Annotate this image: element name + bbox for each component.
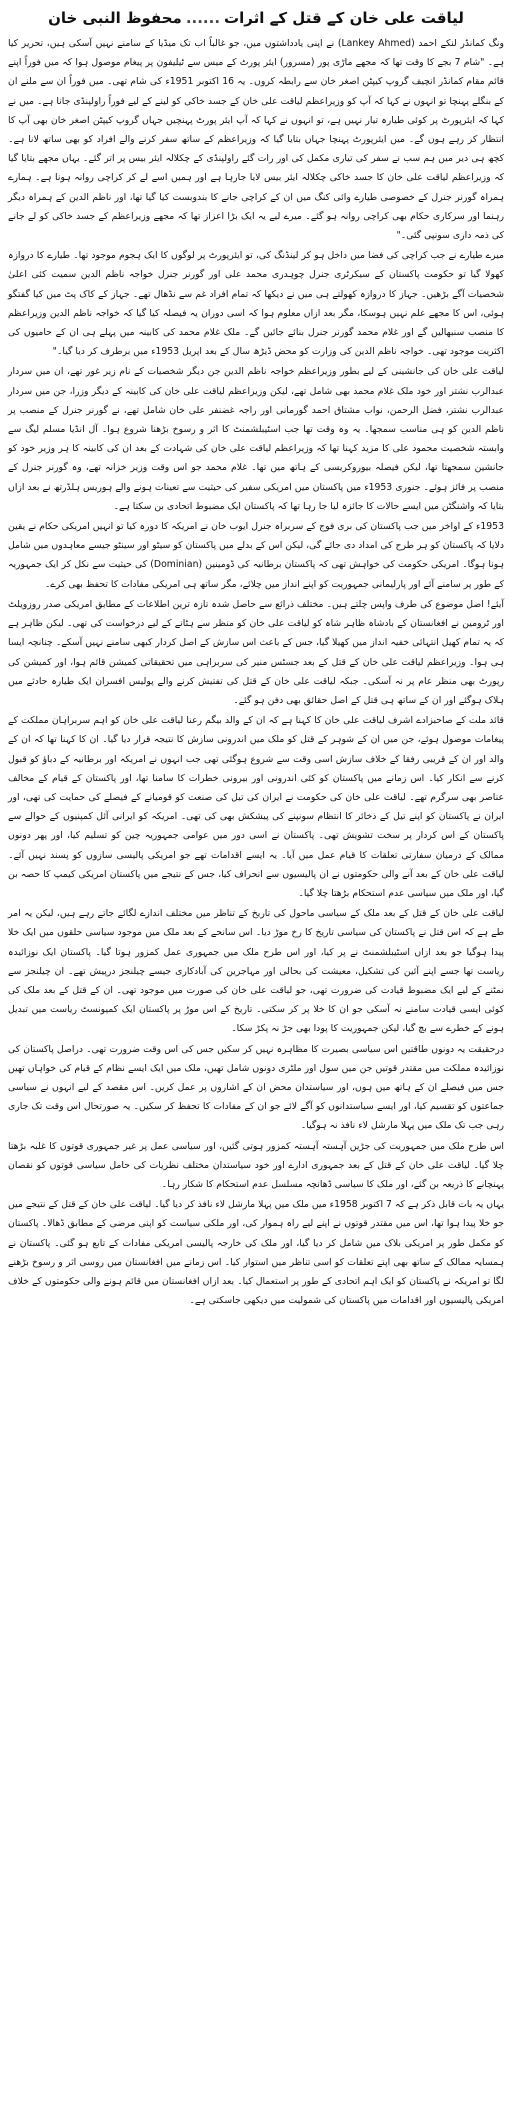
article-paragraph: درحقیقت یہ دونوں طاقتیں اس سیاسی بصیرت کا مظاہرہ نہیں کر سکیں جس کی اس وقت ضرورت تھی۔ دراصل پاکستان کی نوزائیدہ مملکت میں مقتدر قوتیں جن میں سول اور ملٹری دونوں شامل تھیں، ملک میں ایک ایسے نظام کے قیام کی خواہاں تھیں جس میں فیصلے ان کے ہاتھ میں ہوں، اور سیاستدان محض ان کے اشاروں پر عمل کریں۔ اس مقصد کے لیے انہوں نے سیاسی جماعتوں کو تقسیم کیا، اور ایسے سیاستدانوں کو آگے لائے جو ان کے مفادات کا تحفظ کر سکیں۔ یہ صورتحال اس وقت تک جاری رہی جب تک ملک میں پہلا مارشل لاء نافذ نہ ہوگیا۔ (8, 1043, 504, 1132)
article-title: لیاقت علی خان کے قتل کے اثرات (224, 9, 464, 27)
article-body (8, 34, 504, 1310)
article-paragraph: ونگ کمانڈر لنکے احمد (Lankey Ahmed) نے اپنی یادداشتوں میں، جو غالباً اب تک میڈیا کے سامنے نہیں آسکی ہیں، تحریر کیا ہے۔ "شام 7 بجے کا وقت تھا کہ مجھے ماڑی پور (مسرور) ایئر پورٹ کے میس سے ٹیلیفون پر پیغام موصول ہوا کہ میں فوراً اپنے قائم مقام کمانڈر انچیف گروپ کیپٹن اصغر خان سے رابطہ کروں۔ یہ 16 اکتوبر 1951ء کی شام تھی۔ میں فوراً ان سے ملنے ان کے بنگلے پہنچا تو انہوں نے کہا کہ آپ کو وزیراعظم لیاقت علی خان کے جسد خاکی کو لینے کے لیے فوراً راولپنڈی جانا ہے۔ میں نے کہا کہ ایئرپورٹ پر کوئی طیارہ تیار نہیں ہے، تو انہوں نے کہا کہ آپ ایئر پورٹ پہنچیں جہاں گروپ کیپٹن اصغر خان بھی آپ کا انتظار کر رہے ہوں گے۔ میں ایئرپورٹ پہنچا جہاں بتایا گیا کہ وزیراعظم کے ساتھ سفر کرنے والے افراد کو بھی ساتھ لانا ہے۔ کچھ ہی دیر میں ہم سب نے سفر کی تیاری مکمل کی اور رات گئے راولپنڈی کے چکلالہ ایئر بیس پر اتر گئے۔ یہاں مجھے بتایا گیا کہ وزیراعظم لیاقت علی خان کا جسد خاکی چکلالہ ایئر بیس لایا جارہا ہے اور ہمیں اسے لے کر کراچی روانہ ہونا ہے۔ ہمارے ہمراہ گورنر جنرل کے خصوصی طیارے وائی کنگ میں ان کے کراچی جانے کا بندوبست کیا گیا تھا، اور ناظم الدین کے ہمراہ دیگر رہنما اور سرکاری حکام بھی کراچی روانہ ہو گئے۔ میرے لیے یہ ایک بڑا اعزاز تھا کہ مجھے وزیراعظم کے جسد خاکی کو لے جانے کی ذمہ داری سونپی گئی۔" (8, 38, 504, 242)
article-paragraph: آیئے! اصل موضوع کی طرف واپس چلتے ہیں۔ مختلف ذرائع سے حاصل شدہ تازہ ترین اطلاعات کے مطابق امریکی صدر روزویلٹ اور ٹرومین نے افغانستان کے بادشاہ ظاہر شاہ کو لیاقت علی خان کو منظر سے ہٹانے کے لیے درخواست کی تھی۔ لیکن ظاہر ہے کہ یہ تمام کھیل انتہائی خفیہ انداز میں کھیلا گیا، جس کے باعث اس سازش کے اصل کردار کبھی سامنے نہیں آسکے۔ چنانچہ ایسا ہی ہوا۔ وزیراعظم لیاقت علی خان کے قتل کے بعد جسٹس منیر کی سربراہی میں تحقیقاتی کمیشن قائم ہوا، اور کمیشن کی رپورٹ بھی منظر عام پر نہ آسکی۔ جبکہ لیاقت علی خان کے قتل کی تفتیش کرنے والے پولیس افسران ایک طیارہ حادثے میں ہلاک ہوگئے اور ان کے ساتھ ہی قتل کے اصل حقائق بھی دفن ہو گئے۔ (8, 598, 504, 706)
article-author: محفوظ النبی خان (48, 9, 182, 27)
article-paragraph: 1953ء کے اواخر میں جب پاکستان کی بری فوج کے سربراہ جنرل ایوب خان نے امریکہ کا دورہ کیا تو انہیں امریکی حکام نے یقین دلایا کہ پاکستان کو ہر طرح کی امداد دی جائے گی، لیکن اس کے بدلے میں پاکستان کو سیٹو اور سینٹو جیسے معاہدوں میں شامل ہونا ہوگا۔ امریکی حکومت کی خواہش تھی کہ پاکستان برطانیہ کی ڈومینین (Dominian) کی حیثیت سے نکل کر ایک جمہوریہ کے طور پر سامنے آئے اور پارلیمانی جمہوریت کو اپنے انداز میں چلائے، مگر ساتھ ہی امریکی مفادات کا تحفظ بھی کرے۔ (8, 521, 504, 590)
article-paragraph: میرے طیارے نے جب کراچی کی فضا میں داخل ہو کر لینڈنگ کی، تو ایئرپورٹ پر لوگوں کا ایک ہجوم موجود تھا۔ طیارے کا دروازہ کھولا گیا تو حکومت پاکستان کے سیکرٹری جنرل چوہدری محمد علی اور گورنر جنرل خواجہ ناظم الدین سمیت کئی اعلیٰ شخصیات آگے بڑھیں۔ جہاز کا دروازہ کھولتے ہی میں نے دیکھا کہ تمام افراد غم سے نڈھال تھے۔ جہاز کے کاک پٹ میں کیا گفتگو ہوئی، اس کا مجھے علم نہیں ہوسکا، مگر بعد ازاں معلوم ہوا کہ اسی دوران یہ فیصلہ کیا گیا کہ خواجہ ناظم الدین وزیراعظم کا منصب سنبھالیں گے اور غلام محمد گورنر جنرل بنائے جائیں گے۔ ملک غلام محمد کی کابینہ میں پہلے ہی ان کے حامیوں کی اکثریت موجود تھی۔ خواجہ ناظم الدین کی وزارت کو محض ڈیڑھ سال کے بعد اپریل 1953ء میں برطرف کر دیا گیا۔" (8, 250, 504, 358)
article-headline (8, 6, 504, 30)
article-paragraph: لیاقت علی خان کے قتل کے بعد ملک کے سیاسی ماحول کی تاریخ کے تناظر میں مختلف اندازے لگائے جاتے رہے ہیں، لیکن یہ امر طے ہے کہ اس قتل نے پاکستان کی سیاسی تاریخ کا رخ موڑ دیا۔ اس سانحے کے بعد ملک میں موجود سیاسی حلقوں میں ایک خلا پیدا ہوگیا جو بعد ازاں اسٹیبلشمنٹ نے پر کیا، اور اس طرح ملک میں جمہوری عمل کمزور ہوتا گیا۔ پاکستان ایک نوزائیدہ ریاست تھا جسے اپنے آئین کی تشکیل، معیشت کی بحالی اور مہاجرین کی آبادکاری جیسے چیلنجز درپیش تھے۔ ان چیلنجز سے نمٹنے کے لیے ایک مضبوط قیادت کی ضرورت تھی، جو لیاقت علی خان کی صورت میں موجود تھی۔ ان کے قتل کے بعد ملک کی کوئی ایسی قیادت سامنے نہ آسکی جو ان کا خلا پر کر سکتی۔ تاریخ کے اس موڑ پر پاکستان ایک کمیونسٹ ریاست میں تبدیل ہونے کے خطرے سے بچ گیا، لیکن جمہوریت کا پودا بھی جڑ نہ پکڑ سکا۔ (8, 908, 504, 1035)
headline-separator: ...... (185, 9, 221, 27)
article-paragraph: لیاقت علی خان کی جانشینی کے لیے بطور وزیراعظم خواجہ ناظم الدین جن دیگر شخصیات کے نام زیر غور تھے، ان میں سردار عبدالرب نشتر اور خود ملک غلام محمد بھی شامل تھے، لیکن وزیراعظم لیاقت علی خان کی کابینہ کے دیگر وزرا، جن میں سردار عبدالرب نشتر، فضل الرحمن، نواب مشتاق احمد گورمانی اور راجہ غضنفر علی خان شامل تھے، نے گورنر جنرل کے منصب پر ناظم الدین کو ہی مناسب سمجھا۔ یہ وہ وقت تھا جب اسٹیبلشمنٹ کا اثر و رسوخ بڑھنا شروع ہوا۔ آل انڈیا مسلم لیگ سے وابستہ شخصیت محمود علی کا مزید کہنا تھا کہ وزیراعظم لیاقت علی خان کی شہادت کے بعد ان کی کابینہ کا ہر وزیر خود کو جانشین سمجھتا تھا، لیکن فیصلہ بیوروکریسی کے ہاتھ میں تھا۔ غلام محمد جو اس وقت وزیر خزانہ تھے، وہ گورنر جنرل کے منصب پر فائز ہوئے۔ جنوری 1953ء میں پاکستان میں امریکی سفیر کی حیثیت سے تعینات ہونے والے ہوریس ہلڈرتھ نے بعد ازاں بتایا کہ واشنگٹن میں ایسے حالات کا جائزہ لیا جا رہا تھا کہ پاکستان ایک مضبوط اتحادی بن سکتا ہے۔ (8, 366, 504, 512)
article-paragraph: یہاں یہ بات قابل ذکر ہے کہ 7 اکتوبر 1958ء میں ملک میں پہلا مارشل لاء نافذ کر دیا گیا۔ لیاقت علی خان کے قتل کے نتیجے میں جو خلا پیدا ہوا تھا، اس میں مقتدر قوتوں نے اپنے لیے راہ ہموار کی، اور ملکی سیاست کو اپنی مرضی کے مطابق ڈھالا۔ پاکستان کو مکمل طور پر امریکی بلاک میں شامل کر دیا گیا، اور ملک کی خارجہ پالیسی امریکی مفادات کے تابع ہو گئی۔ پاکستان نے ہمسایہ ممالک کے ساتھ بھی اپنے تعلقات کو اسی تناظر میں استوار کیا۔ اس زمانے میں افغانستان میں روسی اثر و رسوخ بڑھنے لگا تو امریکہ نے پاکستان کو ایک اہم اتحادی کے طور پر استعمال کیا۔ بعد ازاں افغانستان میں قائم ہونے والی حکومتوں کے خلاف امریکی پالیسیوں اور اقدامات میں پاکستان کی شمولیت میں دیکھی جاسکتی ہے۔ (8, 1199, 504, 1307)
article-paragraph: قائد ملت کے صاحبزادے اشرف لیاقت علی خان کا کہنا ہے کہ ان کے والد بیگم رعنا لیاقت علی خان کو اہم سربراہان مملکت کے پیغامات موصول ہوئے، جن میں ان کے شوہر کے قتل کو ملک میں اندرونی سازش کا نتیجہ قرار دیا گیا۔ ان کا کہنا تھا کہ ان کے والد اور ان کے قریبی رفقا کے خلاف سازش اسی وقت سے شروع ہوگئی تھی جب انہوں نے امریکہ اور برطانیہ کے دباؤ کو قبول کرنے سے انکار کیا۔ اس زمانے میں پاکستان کو کئی اندرونی اور بیرونی خطرات کا سامنا تھا، اور پاکستان کے قیام کے مخالف عناصر بھی سرگرم تھے۔ لیاقت علی خان کی حکومت نے ایران کی تیل کی صنعت کو قومیانے کے فیصلے کی حمایت کی تھی، اور ایران نے پاکستان کو اپنے تیل کے ذخائر کا انتظام سونپنے کی پیشکش بھی کی تھی۔ امریکہ کو ایرانی آئل کمپنیوں کے حوالے سے پاکستان کے اس کردار پر سخت تشویش تھی۔ پاکستان نے اسی دور میں عوامی جمہوریہ چین کو تسلیم کیا، اور پھر دونوں ممالک کے درمیان سفارتی تعلقات کا قیام عمل میں آیا۔ یہ ایسے اقدامات تھے جو امریکی پالیسی سازوں کو پسند نہیں آئے۔ لیاقت علی خان کے بعد آنے والی حکومتوں نے ان پالیسیوں سے انحراف کیا، جس کے نتیجے میں پاکستان امریکی کیمپ کا حصہ بن گیا، اور ملک میں سیاسی عدم استحکام بڑھتا چلا گیا۔ (8, 715, 504, 899)
article-paragraph: اس طرح ملک میں جمہوریت کی جڑیں آہستہ آہستہ کمزور ہوتی گئیں، اور سیاسی عمل پر غیر جمہوری قوتوں کا غلبہ بڑھتا چلا گیا۔ لیاقت علی خان کے قتل کے بعد جمہوری ادارے اور خود سیاستدان مختلف نظریات کی حامل سیاسی قوتوں کو نقصان پہنچانے کا ذریعہ بن گئے، اور ملک کا سیاسی ڈھانچہ مسلسل عدم استحکام کا شکار رہا۔ (8, 1140, 504, 1190)
